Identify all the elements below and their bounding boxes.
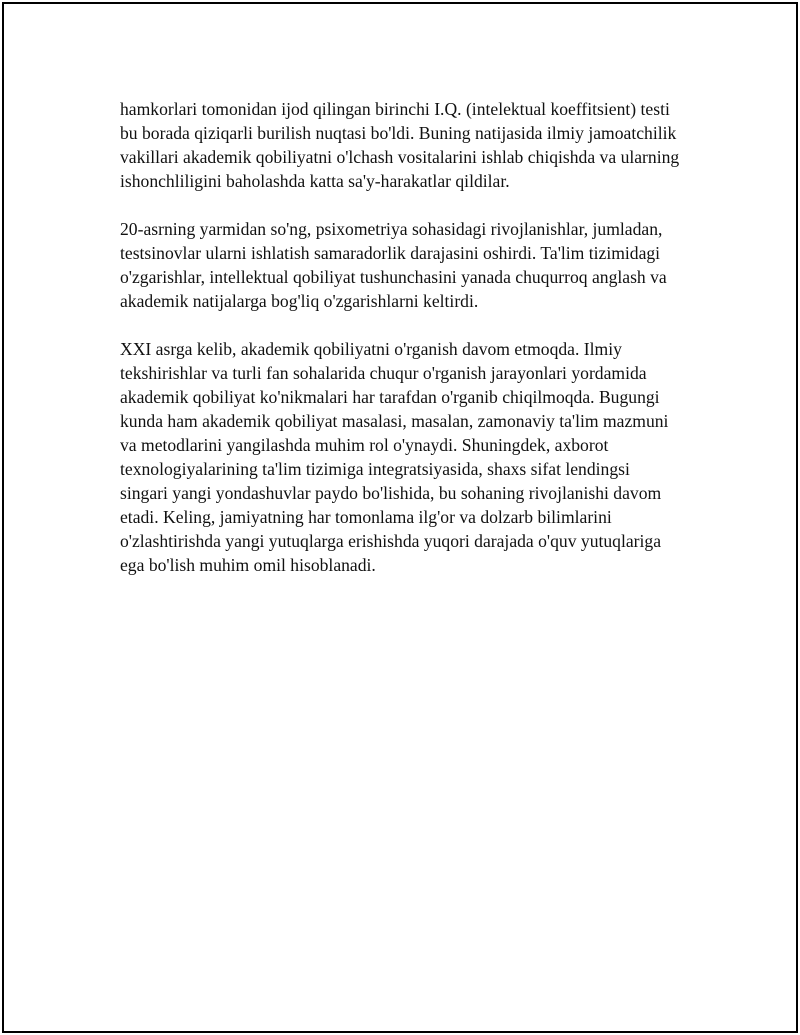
- paragraph-1: hamkorlari tomonidan ijod qilingan birinchi I.Q. (intelektual koeffitsient) testi bu borada qiziqarli burilish nuqtasi bo'ldi. Buning natijasida ilmiy jamoatchilik vakillari akademik qobiliyatni o'lchash vositalarini ishlab chiqishda va ularning ishonchliligini baholashda katta sa'y-harakatlar qildilar.: [120, 99, 680, 191]
- document-page: [2, 2, 798, 1033]
- document-body: [120, 97, 680, 601]
- paragraph-3: XXI asrga kelib, akademik qobiliyatni o'rganish davom etmoqda. Ilmiy tekshirishlar va turli fan sohalarida chuqur o'rganish jarayonlari yordamida akademik qobiliyat ko'nikmalari har tarafdan o'rganib chiqilmoqda. Bugungi kunda ham akademik qobiliyat masalasi, masalan, zamonaviy ta'lim mazmuni va metodlarini yangilashda muhim rol o'ynaydi. Shuningdek, axborot texnologiyalarining ta'lim tizimiga integratsiyasida, shaxs sifat lendingsi singari yangi yondashuvlar paydo bo'lishida, bu sohaning rivojlanishi davom etadi. Keling, jamiyatning har tomonlama ilg'or va dolzarb bilimlarini o'zlashtirishda yangi yutuqlarga erishishda yuqori darajada o'quv yutuqlariga ega bo'lish muhim omil hisoblanadi.: [120, 339, 669, 575]
- paragraph-2: 20-asrning yarmidan so'ng, psixometriya sohasidagi rivojlanishlar, jumladan, testsinovlar ularni ishlatish samaradorlik darajasini oshirdi. Ta'lim tizimidagi o'zgarishlar, intellektual qobiliyat tushunchasini yanada chuqurroq anglash va akademik natijalarga bog'liq o'zgarishlarni keltirdi.: [120, 219, 667, 311]
